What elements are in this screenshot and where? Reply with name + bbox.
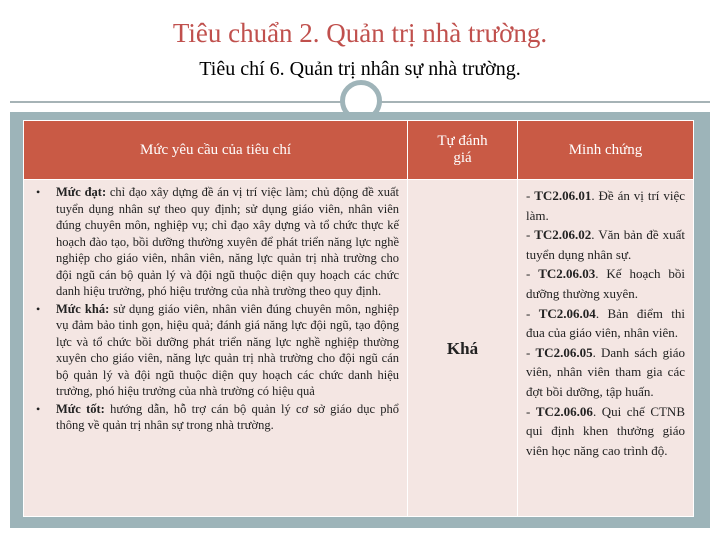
evidence-code: TC2.06.04 (538, 305, 596, 321)
evidence-prefix: - (526, 227, 535, 243)
level-text: chỉ đạo xây dựng đề án vị trí việc làm; chủ động đề xuất tuyển dụng nhân sự theo quy định; sử dụng giáo viên, nhân viên đúng chuyên môn, nghiệp vụ; chỉ đạo xây dựng và tổ chức thực kế hoạch đào tạo, bồi dưỡng thường xuyên để phát triển năng lực nghề nghiệp cho giáo viên, nhân viên, năng lực quản trị nhà trường cho đội ngũ cán bộ quản lý và đội ngũ thuộc diện quy hoạch các chức danh hiệu trưởng, phó hiệu trưởng của nhà trường theo quy định. (56, 185, 399, 298)
evidence-item (526, 186, 685, 225)
page-title: Tiêu chuẩn 2. Quản trị nhà trường. (172, 18, 548, 48)
level-text: sử dụng giáo viên, nhân viên đúng chuyên môn, nghiệp vụ đảm bảo tinh gọn, hiệu quả; đánh giá năng lực đội ngũ, tạo động lực và tổ chức bồi dưỡng phát triển năng lực nghề nghiệp thường xuyên cho giáo viên, năng lực quản trị nhà trường cho đội ngũ cán bộ quản lý và đội ngũ thuộc diện quy hoạch các chức danh hiệu trưởng, phó hiệu trưởng của nhà trường có hiệu quả (56, 301, 399, 398)
evidence-item (526, 343, 685, 402)
table-header-row (24, 121, 694, 180)
criteria-item-dat (36, 184, 399, 300)
bullet-icon: • (36, 301, 41, 316)
bullet-icon: • (36, 185, 41, 199)
evidence-code: TC2.06.02 (534, 227, 592, 243)
evidence-code: TC2.06.06 (535, 403, 593, 419)
evidence-text: . Danh sách giáo viên, nhân viên tham gia các đợt bồi dưỡng, tập huấn. (526, 344, 685, 399)
self-assessment-cell: Khá (408, 180, 518, 517)
criteria-list (30, 184, 399, 434)
criteria-item-tot (36, 401, 399, 434)
evidence-prefix: - (526, 266, 539, 282)
page-subtitle: Tiêu chí 6. Quản trị nhân sự nhà trường. (199, 58, 521, 80)
requirements-cell (24, 180, 408, 517)
criteria-item-kha (36, 301, 399, 400)
evidence-text: . Qui chế CTNB qui định khen thưởng giáo viên học năng cao trình độ. (526, 403, 685, 458)
evidence-cell (518, 180, 694, 517)
evidence-text: . Đề án vị trí việc làm. (526, 188, 685, 223)
evidence-text: . Văn bản đề xuất tuyển dụng nhân sự. (526, 227, 685, 262)
evidence-prefix: - (526, 403, 536, 419)
bullet-icon: • (36, 401, 41, 416)
header-evidence: Minh chứng (518, 121, 694, 180)
evidence-prefix: - (526, 188, 535, 203)
header-self-assessment (408, 121, 518, 180)
evidence-prefix: - (526, 305, 539, 321)
evidence-code: TC2.06.03 (538, 266, 596, 282)
header-requirements: Mức yêu cầu của tiêu chí (24, 121, 408, 180)
level-label: Mức đạt: (56, 185, 107, 199)
evidence-code: TC2.06.05 (535, 344, 593, 360)
header-self-assessment-label: Tự đánh giá (437, 133, 488, 166)
evidence-prefix: - (526, 344, 536, 360)
evidence-item (526, 402, 685, 461)
table-row (24, 180, 694, 517)
level-text: hướng dẫn, hỗ trợ cán bộ quản lý cơ sở giáo dục phổ thông về quản trị nhân sự trong nhà trường. (56, 401, 399, 432)
evidence-text: . Kế hoạch bồi dưỡng thường xuyên. (526, 266, 685, 301)
evidence-item (526, 225, 685, 264)
evidence-item (526, 304, 685, 343)
evidence-code: TC2.06.01 (534, 188, 592, 203)
evidence-text: . Bản điểm thi đua của giáo viên, nhân viên. (526, 305, 685, 341)
level-label: Mức tốt: (56, 401, 105, 416)
evidence-item (526, 264, 685, 303)
level-label: Mức khá: (56, 301, 110, 316)
criteria-table (23, 120, 694, 517)
